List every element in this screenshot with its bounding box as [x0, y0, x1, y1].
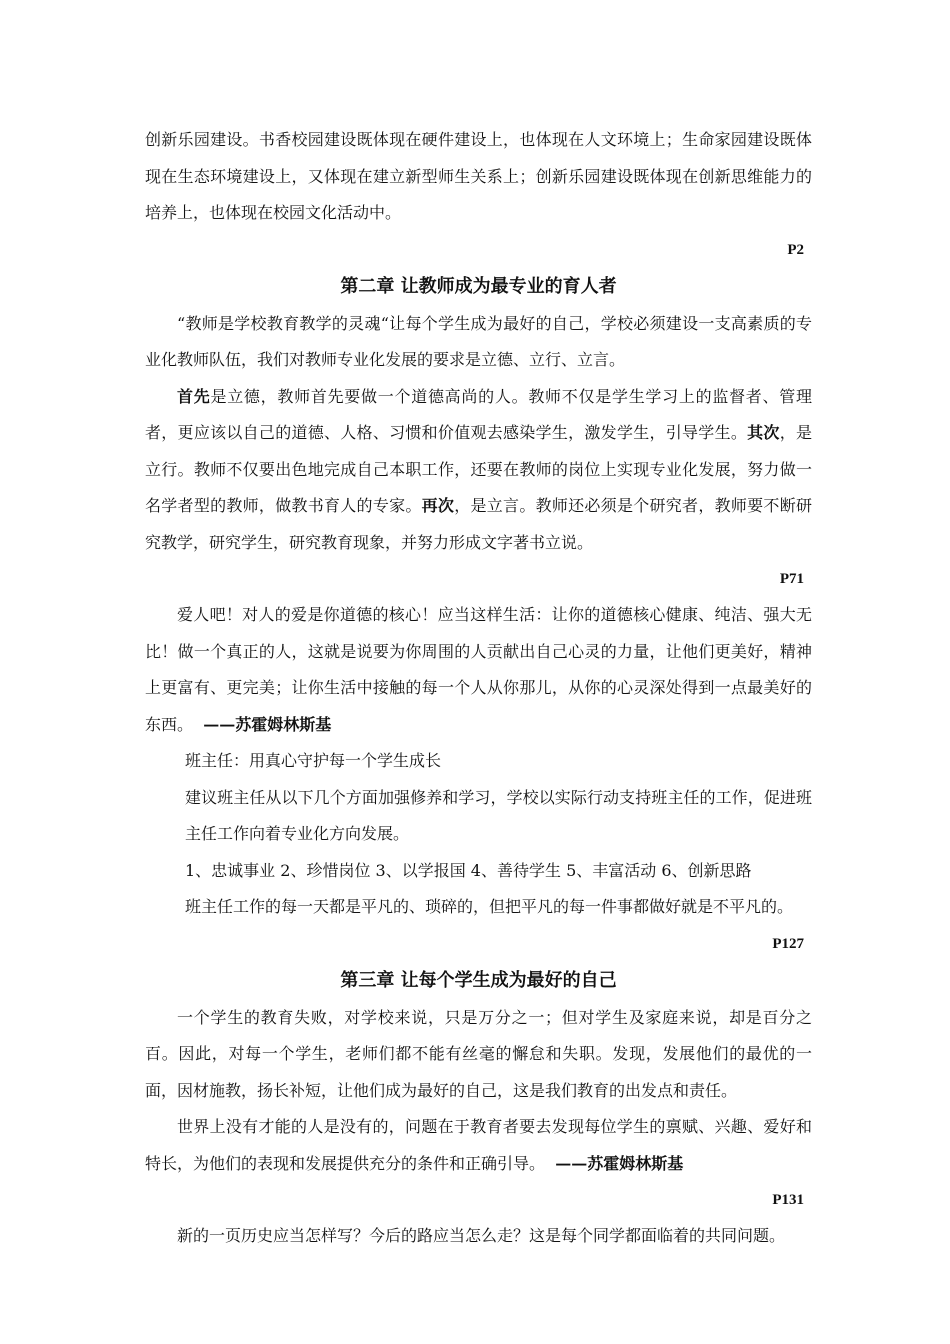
page-ref-p2: P2: [787, 241, 804, 258]
quote-2-text: 世界上没有才能的人是没有的，问题在于教育者要去发现每位学生的禀赋、兴趣、爱好和特长，为他们的表现和发展提供充分的条件和正确引导。: [145, 1117, 812, 1173]
quote-1: [145, 597, 812, 743]
quote-1-text: 爱人吧！对人的爱是你道德的核心！应当这样生活：让你的道德核心健康、纯洁、强大无比！做一个真正的人，这就是说要为你周围的人贡献出自己心灵的力量，让他们更美好，精神上更富有、更完美；让你生活中接触的每一个人从你那儿，从你的心灵深处得到一点最美好的东西。: [145, 605, 812, 734]
banzhuren-heading: 班主任：用真心守护每一个学生成长: [185, 751, 442, 770]
page-ref-p71: P71: [779, 571, 804, 587]
banzhuren-closing: 班主任工作的每一天都是平凡的、琐碎的，但把平凡的每一件事都做好就是不平凡的。: [185, 897, 794, 916]
intro-paragraph: 创新乐园建设。书香校园建设既体现在硬件建设上，也体现在人文环境上；生命家园建设既体现在生态环境建设上，又体现在建立新型师生关系上；创新乐园建设既体现在创新思维能力的培养上，也体现在校园文化活动中。: [145, 130, 812, 222]
keyword-third: 再次: [421, 496, 455, 515]
quote-2-author: ——苏霍姆林斯基: [555, 1153, 684, 1173]
quote-1-author: ——苏霍姆林斯基: [203, 714, 332, 734]
chapter-2-title: 第二章 让教师成为最专业的育人者: [340, 275, 617, 297]
chapter-2-paragraph-1: “教师是学校教育教学的灵魂“让每个学生成为最好的自己，学校必须建设一支高素质的专业化教师队伍，我们对教师专业化发展的要求是立德、立行、立言。: [145, 313, 812, 369]
chapter-3-title: 第三章 让每个学生成为最好的自己: [340, 969, 617, 991]
text-first: 是立德，教师首先要做一个道德高尚的人。教师不仅是学生学习上的监督者、管理者，更应该以自己的道德、人格、习惯和价值观去感染学生，激发学生，引导学生。: [145, 386, 812, 442]
keyword-second: 其次: [747, 423, 780, 442]
text-second: ，是立行。教师不仅要出色地完成自己本职工作，还要在教师的岗位上实现专业化发展，努力做一名学者型的教师，做教书育人的专家。: [145, 423, 812, 515]
text-third: ，是立言。教师还必须是个研究者，教师要不断研究教学，研究学生，研究教育现象，并努力形成文字著书立说。: [145, 496, 812, 552]
document-body: [145, 122, 812, 1255]
chapter-2-paragraph-2: [145, 379, 812, 562]
keyword-first: 首先: [177, 386, 211, 406]
banzhuren-list: 1、忠诚事业 2、珍惜岗位 3、以学报国 4、善待学生 5、丰富活动 6、创新思路: [185, 860, 752, 880]
banzhuren-paragraph: [145, 780, 812, 853]
chapter-3-paragraph-1: 一个学生的教育失败，对学校来说，只是万分之一；但对学生及家庭来说，却是百分之百。因此，对每一个学生，老师们都不能有丝毫的懈怠和失职。发现，发展他们的最优的一面，因材施教，扬长补短，让他们成为最好的自己，这是我们教育的出发点和责任。: [145, 1007, 812, 1100]
banzhuren-paragraph-text: 建议班主任从以下几个方面加强修养和学习，学校以实际行动支持班主任的工作，促进班主任工作向着专业化方向发展。: [185, 787, 812, 843]
page-ref-p127: P127: [772, 935, 804, 952]
closing-paragraph: 新的一页历史应当怎样写？今后的路应当怎么走？这是每个同学都面临着的共同问题。: [177, 1226, 786, 1245]
quote-2: [145, 1109, 812, 1182]
page-ref-p131: P131: [772, 1192, 804, 1208]
